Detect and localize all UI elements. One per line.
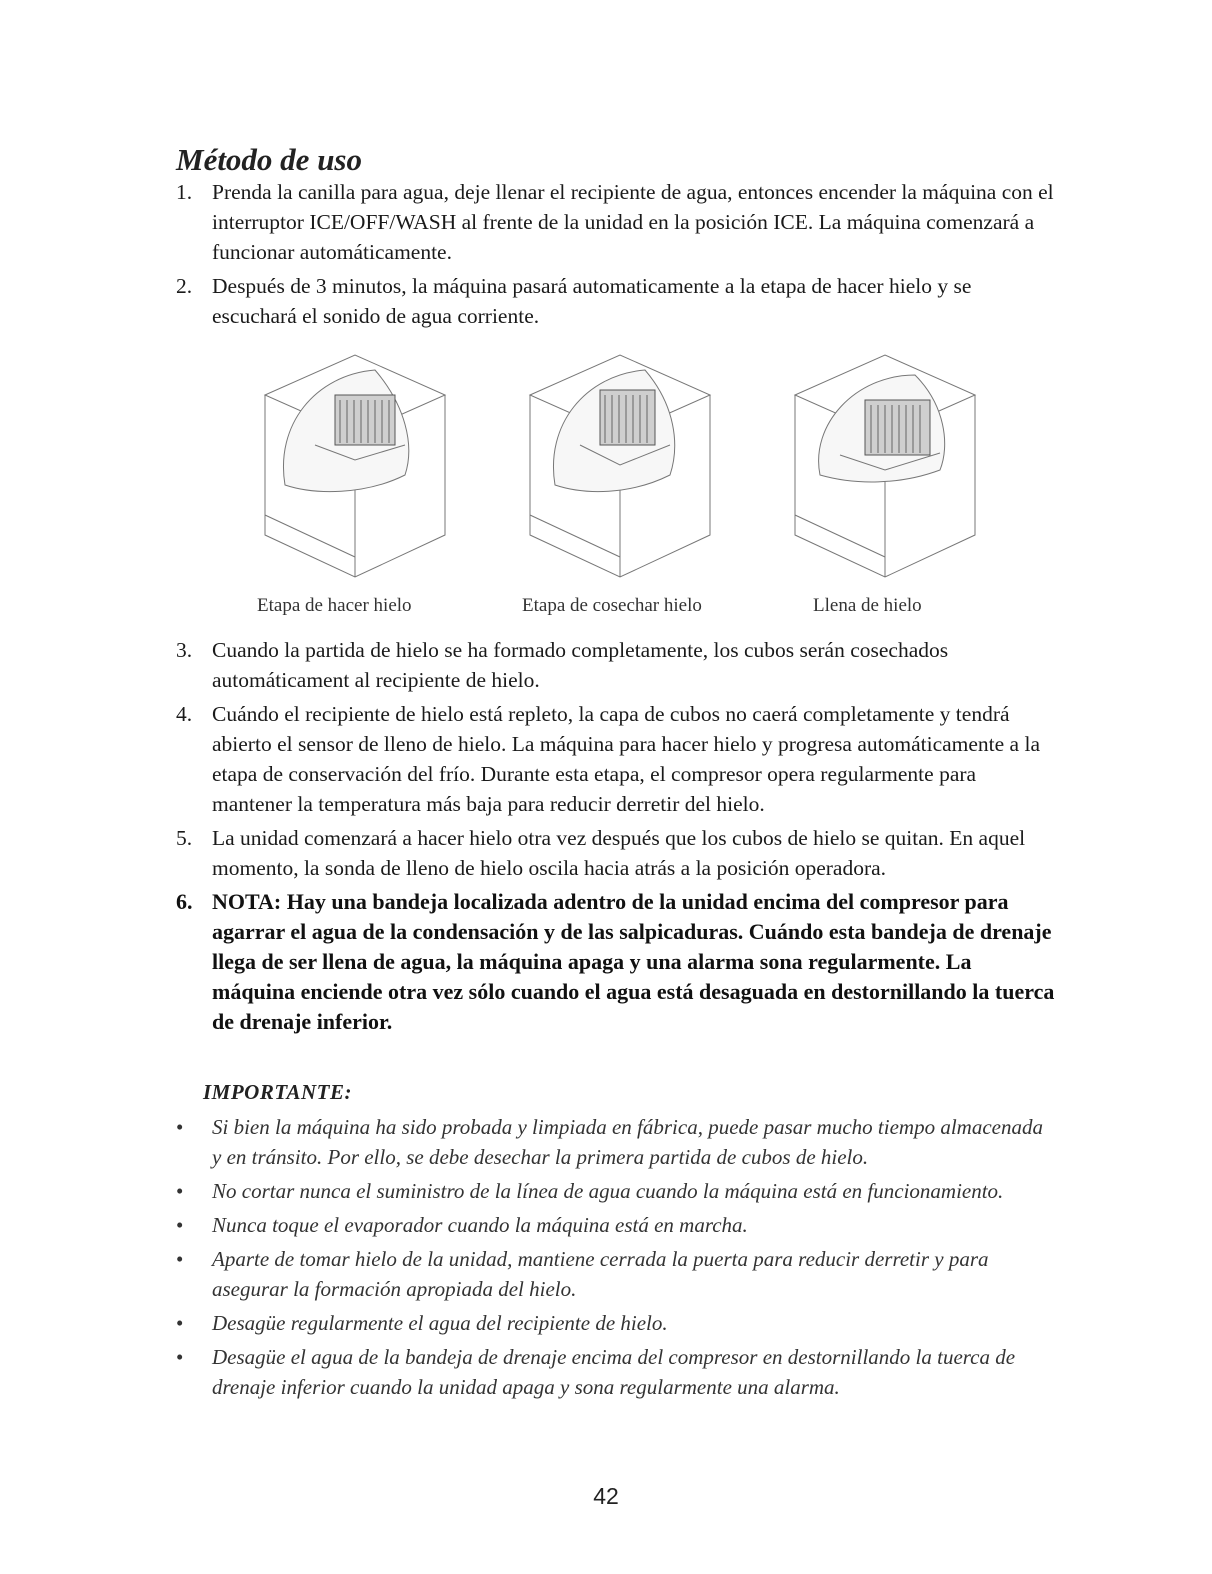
step-text: Prenda la canilla para agua, deje llenar el recipiente de agua, entonces encender la máquina con el interruptor ICE/OFF/WASH al frente de la unidad en la posición ICE. La máquina comenzará a funcionar automáticamente. [212, 180, 1054, 264]
step-number: 3. [176, 638, 193, 662]
figures-row [0, 345, 1212, 625]
list-item-text: Desagüe el agua de la bandeja de drenaje encima del compresor en destornillando la tuerca de drenaje inferior cuando la unidad apaga y sona regularmente una alarma. [212, 1345, 1016, 1399]
step-item [176, 271, 1056, 331]
figure-ice-harvest [520, 345, 780, 616]
figure-caption: Etapa de cosechar hielo [522, 595, 702, 616]
step-number: 1. [176, 180, 193, 204]
bullet-icon: • [176, 1311, 184, 1335]
list-item [176, 1308, 1056, 1338]
figure-caption: Llena de hielo [813, 595, 922, 616]
step-number: 5. [176, 826, 193, 850]
step-text: La unidad comenzará a hacer hielo otra vez después que los cubos de hielo se quitan. En aquel momento, la sonda de lleno de hielo oscila hacia atrás a la posición operadora. [212, 826, 1026, 880]
step-item [176, 699, 1056, 819]
list-item [176, 1112, 1056, 1172]
page-number: 42 [593, 1483, 619, 1509]
important-list [176, 1112, 1056, 1406]
list-item [176, 1176, 1056, 1206]
step-text: Cuando la partida de hielo se ha formado completamente, los cubos serán cosechados automáticament al recipiente de hielo. [212, 638, 949, 692]
step-text: Después de 3 minutos, la máquina pasará automaticamente a la etapa de hacer hielo y se escuchará el sonido de agua corriente. [212, 274, 972, 328]
step-number: 2. [176, 274, 193, 298]
list-item-text: Aparte de tomar hielo de la unidad, mantiene cerrada la puerta para reducir derretir y para asegurar la formación apropiada del hielo. [212, 1247, 989, 1301]
step-item [176, 823, 1056, 883]
important-heading: IMPORTANTE: [203, 1080, 353, 1104]
step-number: 4. [176, 702, 193, 726]
step-text: NOTA: Hay una bandeja localizada adentro de la unidad encima del compresor para agarrar el agua de la condensación y de las salpicaduras. Cuándo esta bandeja de drenaje llega de ser llena de agua, la máquina apaga y una alarma sona regularmente. La máquina enciende otra vez sólo cuando el agua está desaguada en destornillando la tuerca de drenaje inferior. [212, 889, 1055, 1034]
step-item [176, 635, 1056, 695]
figure-caption: Etapa de hacer hielo [257, 595, 412, 616]
list-item-text: Nunca toque el evaporador cuando la máquina está en marcha. [212, 1213, 748, 1237]
bullet-icon: • [176, 1115, 184, 1139]
page-title: Método de uso [176, 142, 362, 177]
steps-list-a [176, 177, 1056, 335]
bullet-icon: • [176, 1179, 184, 1203]
list-item [176, 1244, 1056, 1304]
step-item [176, 177, 1056, 267]
bullet-icon: • [176, 1247, 184, 1271]
step-item-note [176, 887, 1056, 1037]
list-item-text: Si bien la máquina ha sido probada y limpiada en fábrica, puede pasar mucho tiempo almacenada y en tránsito. Por ello, se debe desechar la primera partida de cubos de hielo. [212, 1115, 1043, 1169]
ice-maker-cutaway-icon [785, 345, 985, 580]
ice-maker-cutaway-icon [520, 345, 720, 580]
list-item [176, 1210, 1056, 1240]
step-text: Cuándo el recipiente de hielo está repleto, la capa de cubos no caerá completamente y tendrá abierto el sensor de lleno de hielo. La máquina para hacer hielo y progresa automáticamente a la etapa de conservación del frío. Durante esta etapa, el compresor opera regularmente para mantener la temperatura más baja para reducir derretir del hielo. [212, 702, 1040, 816]
bullet-icon: • [176, 1345, 184, 1369]
step-number: 6. [176, 889, 193, 914]
steps-list-b [176, 635, 1056, 1041]
list-item-text: Desagüe regularmente el agua del recipiente de hielo. [212, 1311, 668, 1335]
figure-ice-full [785, 345, 1045, 616]
ice-maker-cutaway-icon [255, 345, 455, 580]
list-item [176, 1342, 1056, 1402]
figure-ice-making [255, 345, 515, 616]
bullet-icon: • [176, 1213, 184, 1237]
list-item-text: No cortar nunca el suministro de la línea de agua cuando la máquina está en funcionamiento. [212, 1179, 1004, 1203]
